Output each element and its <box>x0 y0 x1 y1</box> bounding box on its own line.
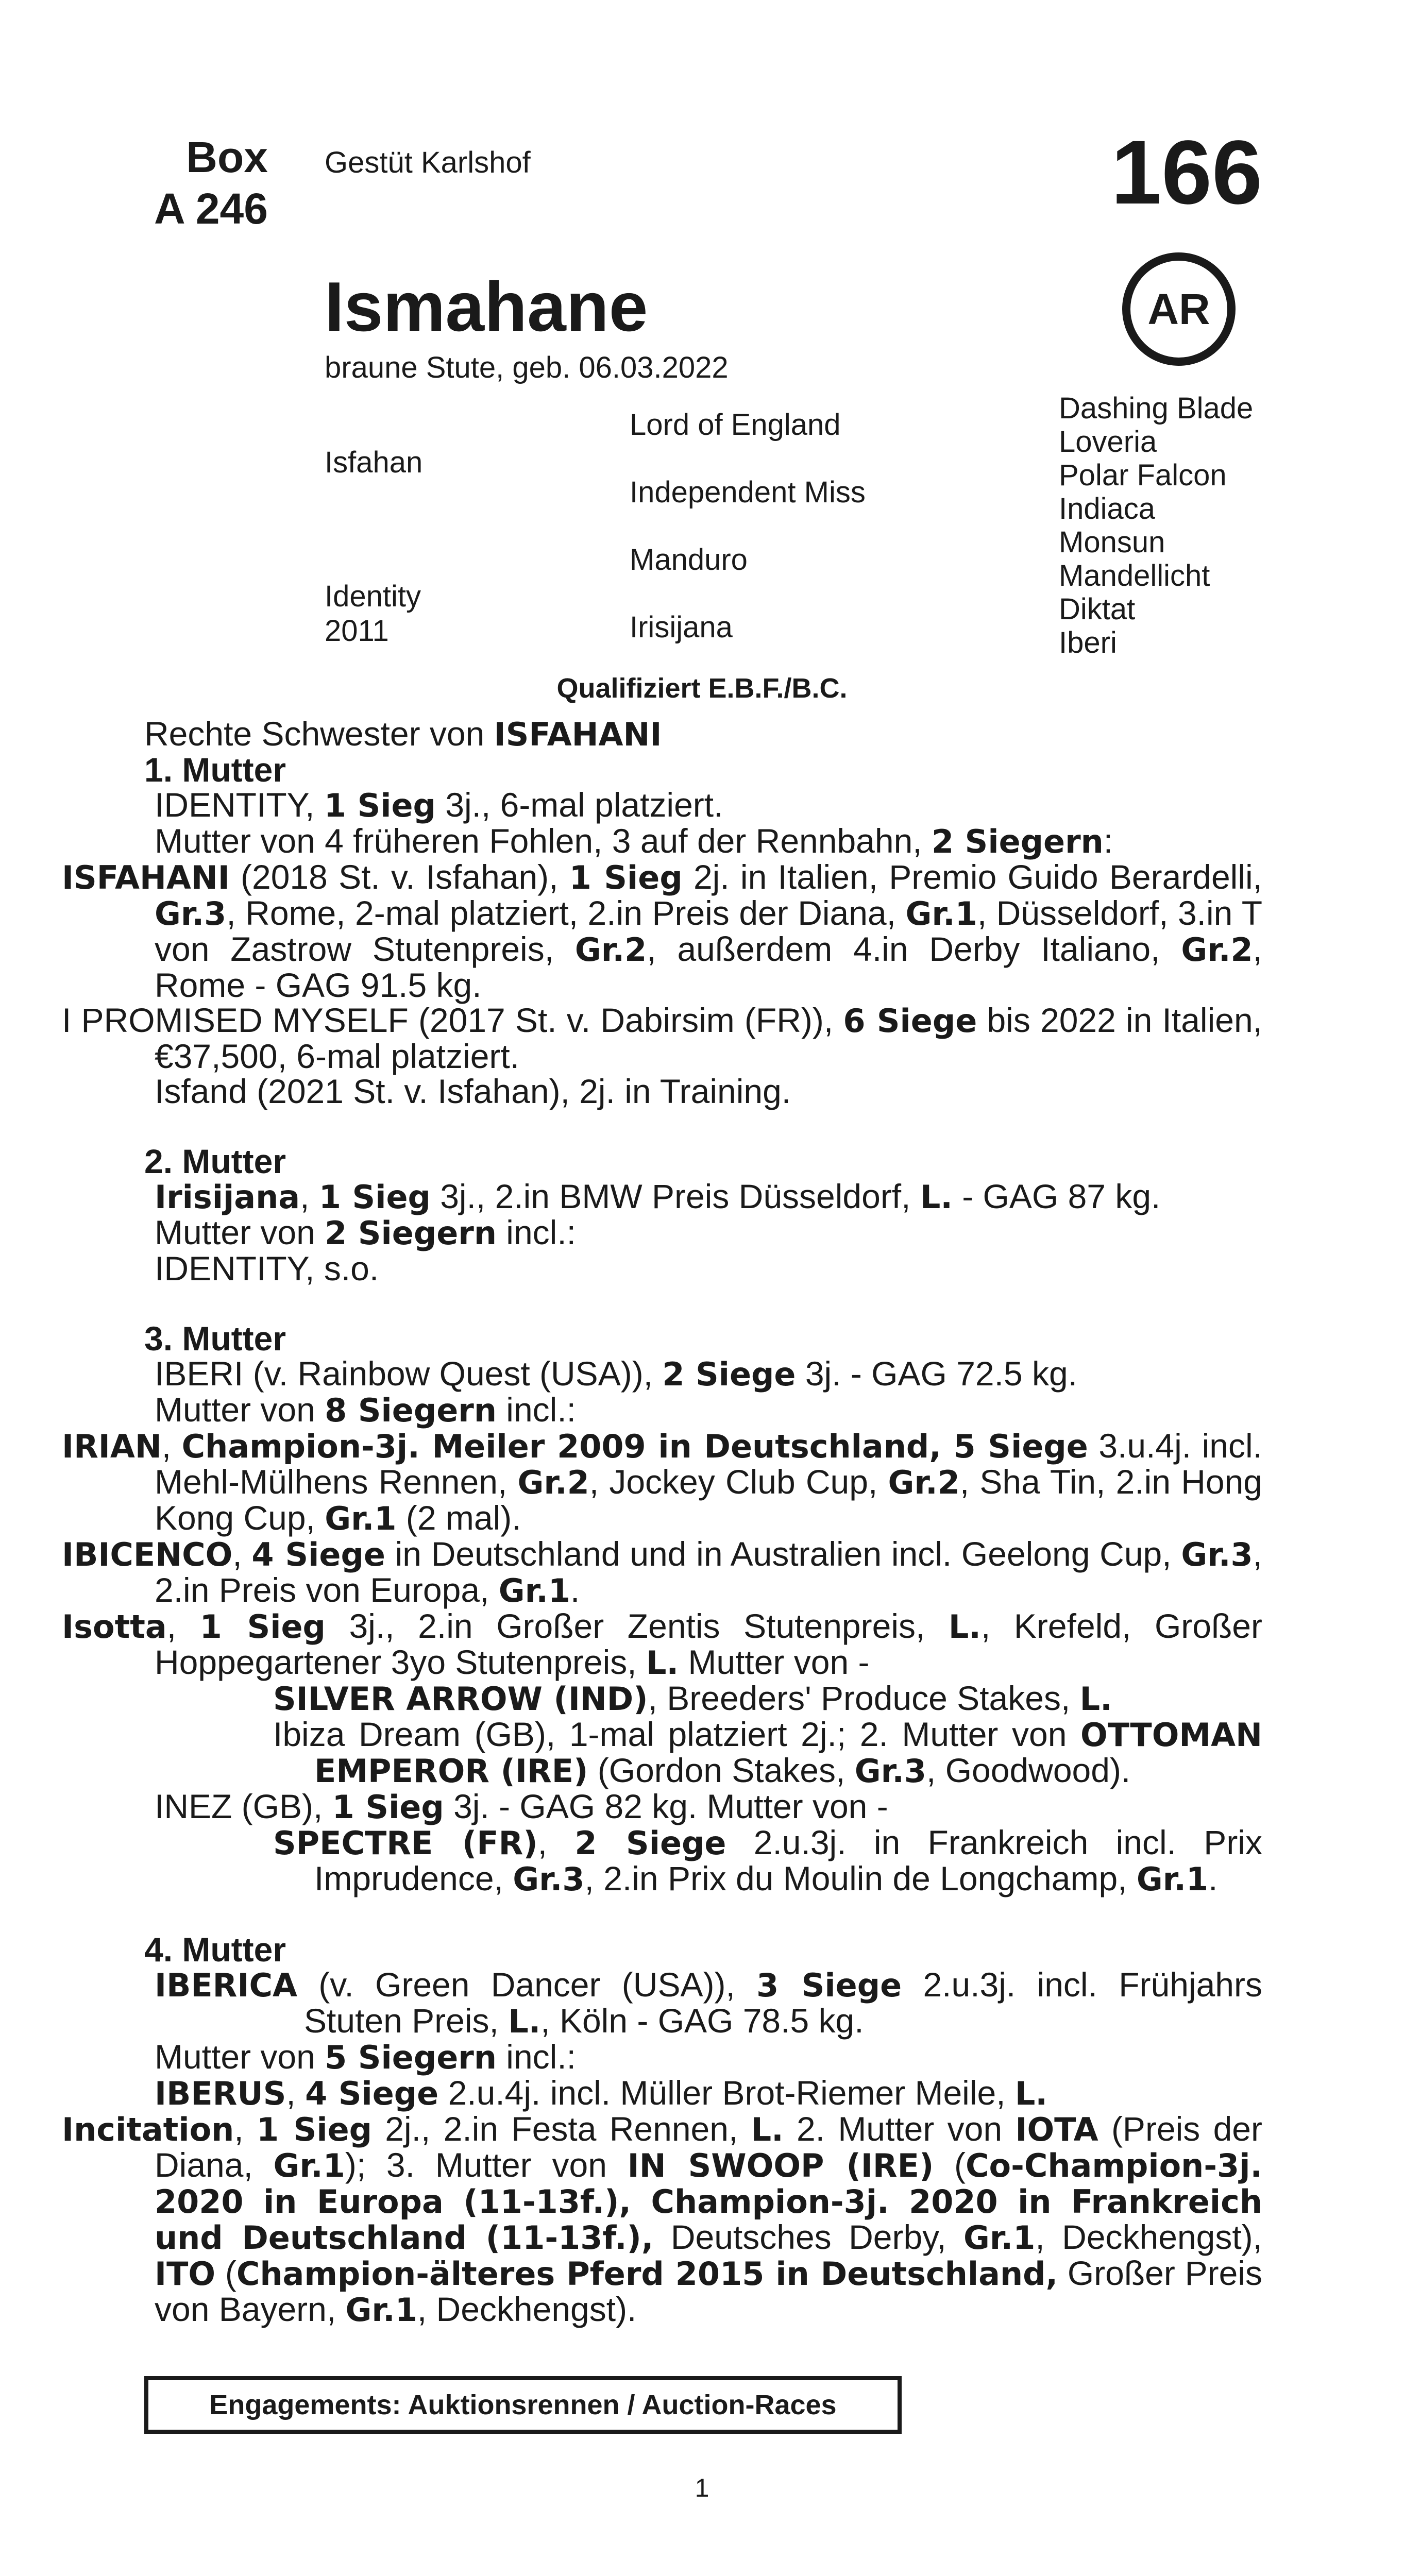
pedigree-dam-year: 2011 <box>325 614 389 648</box>
pedigree-sire: Isfahan <box>325 446 423 479</box>
pedigree-great-7: Diktat <box>1059 592 1136 626</box>
box-label: Box <box>186 133 268 181</box>
engagements-text: Engagements: Auktionsrennen / Auction-Races <box>209 2389 837 2420</box>
breeder-name: Gestüt Karlshof <box>325 146 531 179</box>
family-section <box>62 715 1263 2329</box>
pedigree-sire-sire: Lord of England <box>630 408 841 442</box>
pedigree-dam: Identity <box>325 580 421 613</box>
pedigree-dam-sire: Manduro <box>630 543 748 577</box>
pedigree-great-6: Mandellicht <box>1059 559 1210 592</box>
sibling-line: Rechte Schwester von ISFAHANI <box>144 715 662 753</box>
horse-name: Ismahane <box>325 267 648 346</box>
pedigree-dam-dam: Irisijana <box>630 611 733 644</box>
pedigree-great-5: Monsun <box>1059 526 1165 559</box>
horse-description: braune Stute, geb. 06.03.2022 <box>325 351 729 384</box>
pedigree-sire-dam: Independent Miss <box>630 476 866 509</box>
third-dam-heading: 3. Mutter <box>144 1319 286 1358</box>
pedigree-great-2: Loveria <box>1059 425 1157 459</box>
fourth-dam-heading: 4. Mutter <box>144 1930 286 1969</box>
second-dam-block: Irisijana, 1 Sieg 3j., 2.in BMW Preis Düsseldorf, L. - GAG 87 kg. Mutter von 2 Siegern incl.: IDENTITY, s.o. <box>155 1177 1161 1287</box>
first-dam-block: IDENTITY, 1 Sieg 3j., 6-mal platziert. Mutter von 4 früheren Fohlen, 3 auf der Rennbahn, 2 Siegern: ISFAHANI (2018 St. v. Isfahan), 1 Sieg 2j. in Italien, Premio Guido Berardelli, Gr.3, Rome, 2-mal platziert, 2.in Preis der Diana, Gr.1, Düsseldorf, 3.in T von Zastrow Stutenpreis, Gr.2, außerdem 4.in Derby Italiano, Gr.2, Rome - GAG 91.5 kg. I PROMISED MYSELF (2017 St. v. Dabirsim (FR)), 6 Siege bis 2022 in Italien, €37,500, 6-mal platziert. Isfand (2021 St. v. Isfahan), 2j. in Training. <box>62 786 1263 1110</box>
pedigree-great-3: Polar Falcon <box>1059 459 1227 492</box>
lot-number: 166 <box>1111 122 1262 223</box>
pedigree-great-4: Indiaca <box>1059 492 1156 526</box>
pedigree-great-8: Iberi <box>1059 626 1117 659</box>
first-dam-heading: 1. Mutter <box>144 751 286 789</box>
box-number <box>144 131 268 234</box>
engagements-box <box>144 2376 902 2434</box>
ar-badge-label: AR <box>1147 284 1210 333</box>
third-dam-block: IBERI (v. Rainbow Quest (USA)), 2 Siege 3j. - GAG 72.5 kg. Mutter von 8 Siegern incl.: IRIAN, Champion-3j. Meiler 2009 in Deutschland, 5 Siege 3.u.4j. incl. Mehl-Mülhens Rennen, Gr.2, Jockey Club Cup, Gr.2, Sha Tin, 2.in Hong Kong Cup, Gr.1 (2 mal). IBICENCO, 4 Siege in Deutschland und in Australien incl. Geelong Cup, Gr.3, 2.in Preis von Europa, Gr.1. Isotta, 1 Sieg 3j., 2.in Großer Zentis Stutenpreis, L., Krefeld, Großer Hoppegartener 3yo Stutenpreis, L. Mutter von - SILVER ARROW (IND), Breeders' Produce Stakes, L. Ibiza Dream (GB), 1-mal platziert 2j.; 2. Mutter von OTTOMAN EMPEROR (IRE) (Gordon Stakes, Gr.3, Goodwood). INEZ (GB), 1 Sieg 3j. - GAG 82 kg. Mutter von - SPECTRE (FR), 2 Siege 2.u.3j. in Frankreich incl. Prix Imprudence, Gr.3, 2.in Prix du Moulin de Longchamp, Gr.1. <box>62 1354 1263 1898</box>
ar-badge <box>1122 252 1236 366</box>
qualification-note: Qualifiziert E.B.F./B.C. <box>556 673 848 704</box>
page-number: 1 <box>695 2473 709 2502</box>
second-dam-heading: 2. Mutter <box>144 1142 286 1180</box>
pedigree-great-1: Dashing Blade <box>1059 392 1254 425</box>
fourth-dam-block: IBERICA (v. Green Dancer (USA)), 3 Siege 2.u.3j. incl. Frühjahrs Stuten Preis, L., Köln - GAG 78.5 kg. Mutter von 5 Siegern incl.: IBERUS, 4 Siege 2.u.4j. incl. Müller Brot-Riemer Meile, L. Incitation, 1 Sieg 2j., 2.in Festa Rennen, L. 2. Mutter von IOTA (Preis der Diana, Gr.1); 3. Mutter von IN SWOOP (IRE) (Co-Champion-3j. 2020 in Europa (11-13f.), Champion-3j. 2020 in Frankreich und Deutschland (11-13f.), Deutsches Derby, Gr.1, Deckhengst), ITO (Champion-älteres Pferd 2015 in Deutschland, Großer Preis von Bayern, Gr.1, Deckhengst). <box>62 1965 1262 2329</box>
box-id: A 246 <box>154 184 268 233</box>
